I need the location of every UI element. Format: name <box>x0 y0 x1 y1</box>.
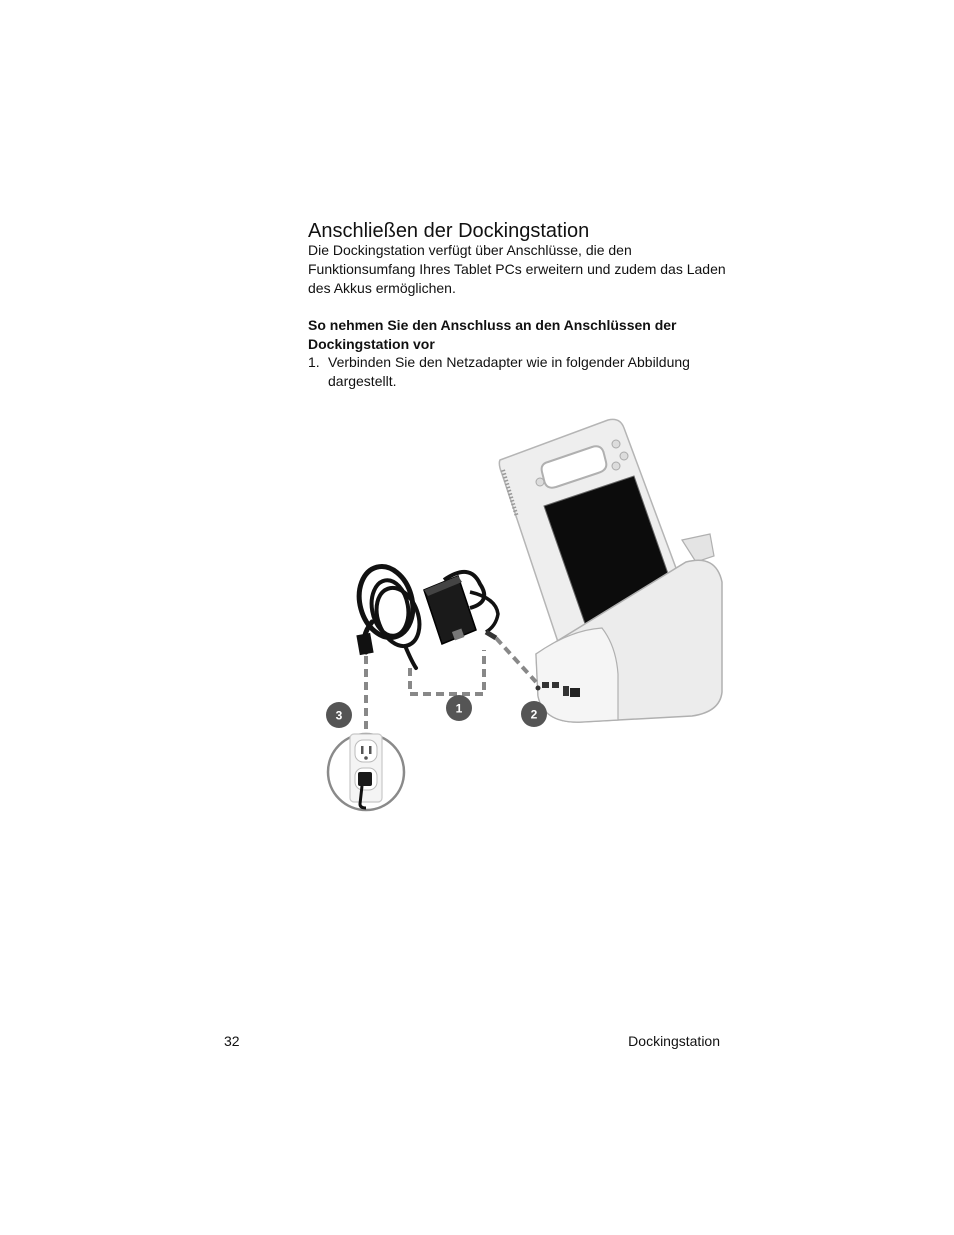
procedure-heading: So nehmen Sie den Anschluss an den Anschlüssen der Dockingstation vor <box>308 317 677 352</box>
step-list <box>308 353 728 391</box>
footer-section-title: Dockingstation <box>628 1033 720 1049</box>
callout-1-label: 1 <box>455 701 463 716</box>
callout-1 <box>446 695 472 721</box>
docking-figure <box>320 412 730 817</box>
callout-2-label: 2 <box>530 707 538 722</box>
intro-paragraph: Die Dockingstation verfügt über Anschlüsse, die den Funktionsumfang Ihres Tablet PCs erweitern und zudem das Laden des Akkus ermöglichen. <box>308 242 726 296</box>
step-number: 1. <box>308 354 320 370</box>
dashed-line-1 <box>410 650 484 694</box>
step-text: Verbinden Sie den Netzadapter wie in folgender Abbildung dargestellt. <box>328 354 690 389</box>
page-title: Anschließen der Dockingstation <box>308 220 590 242</box>
power-adapter-icon <box>424 572 498 644</box>
wall-outlet-icon <box>328 734 404 810</box>
callout-2 <box>521 701 547 727</box>
callout-3 <box>326 702 352 728</box>
power-cord-icon <box>352 560 427 668</box>
footer-page-number: 32 <box>224 1033 240 1049</box>
list-item <box>308 353 728 391</box>
dashed-line-2 <box>496 638 536 682</box>
callout-3-label: 3 <box>335 708 343 723</box>
